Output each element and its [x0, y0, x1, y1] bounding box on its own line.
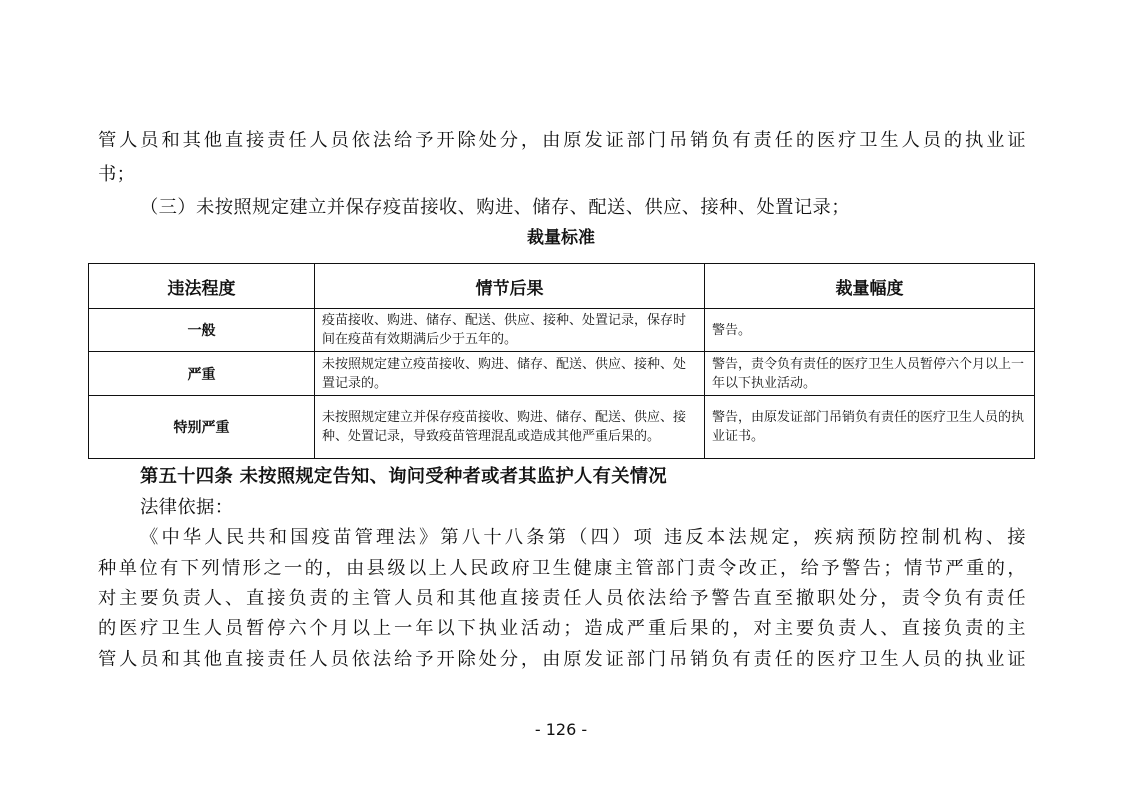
cell-level: 一般 [89, 309, 315, 352]
paragraph-continuation-line-1: 管人员和其他直接责任人员依法给予开除处分，由原发证部门吊销负有责任的医疗卫生人员的执业证 [98, 130, 1026, 151]
paragraph-continuation-line-2: 书； [98, 164, 136, 185]
cell-level: 严重 [89, 352, 315, 396]
table-row [89, 396, 1035, 459]
cell-circumstance: 未按照规定建立疫苗接收、购进、储存、配送、供应、接种、处置记录的。 [315, 352, 705, 396]
cell-penalty: 警告，责令负有责任的医疗卫生人员暂停六个月以上一年以下执业活动。 [705, 352, 1035, 396]
cell-circumstance: 疫苗接收、购进、储存、配送、供应、接种、处置记录，保存时间在疫苗有效期满后少于五年的。 [315, 309, 705, 352]
article-body-line-1: 《中华人民共和国疫苗管理法》第八十八条第（四）项 违反本法规定，疾病预防控制机构、接 [140, 527, 1026, 548]
cell-circumstance: 未按照规定建立并保存疫苗接收、购进、储存、配送、供应、接种、处置记录，导致疫苗管理混乱或造成其他严重后果的。 [315, 396, 705, 459]
header-penalty-range: 裁量幅度 [705, 264, 1035, 309]
article-title: 第五十四条 未按照规定告知、询问受种者或者其监护人有关情况 [140, 466, 667, 487]
table-row [89, 352, 1035, 396]
table-caption: 裁量标准 [527, 228, 595, 248]
article-body-line-3: 对主要负责人、直接负责的主管人员和其他直接责任人员依法给予警告直至撤职处分，责令负有责任 [98, 588, 1026, 609]
article-body-line-5: 管人员和其他直接责任人员依法给予开除处分，由原发证部门吊销负有责任的医疗卫生人员的执业证 [98, 649, 1026, 670]
table-row [89, 309, 1035, 352]
list-item-three: （三）未按照规定建立并保存疫苗接收、购进、储存、配送、供应、接种、处置记录； [140, 197, 850, 218]
legal-basis-label: 法律依据： [140, 497, 234, 518]
cell-penalty: 警告，由原发证部门吊销负有责任的医疗卫生人员的执业证书。 [705, 396, 1035, 459]
cell-level: 特别严重 [89, 396, 315, 459]
header-violation-level: 违法程度 [89, 264, 315, 309]
cell-penalty: 警告。 [705, 309, 1035, 352]
discretion-table [88, 263, 1035, 459]
page-number: - 126 - [534, 720, 588, 739]
article-body-line-2: 种单位有下列情形之一的，由县级以上人民政府卫生健康主管部门责令改正，给予警告；情节严重的， [98, 558, 1026, 579]
table-header-row [89, 264, 1035, 309]
article-body-line-4: 的医疗卫生人员暂停六个月以上一年以下执业活动；造成严重后果的，对主要负责人、直接负责的主 [98, 618, 1026, 639]
header-circumstance: 情节后果 [315, 264, 705, 309]
